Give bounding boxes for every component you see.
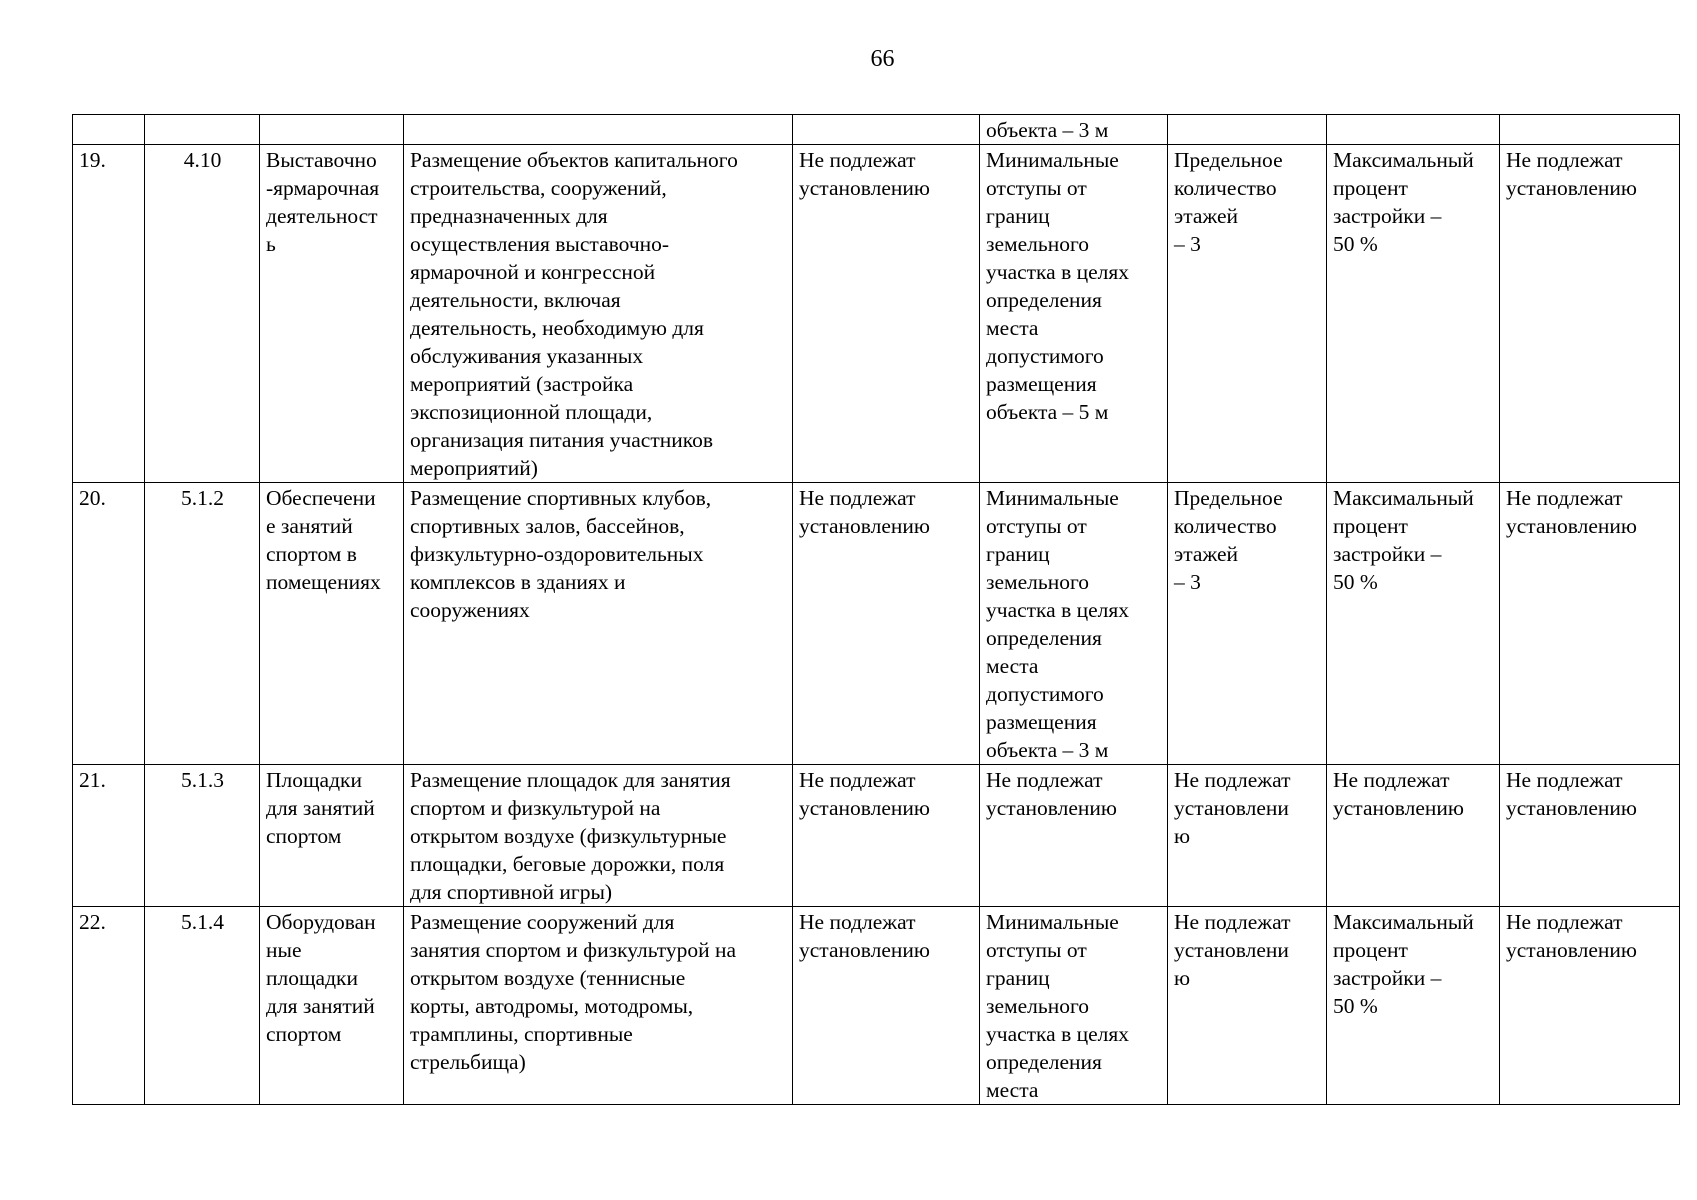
cell-num — [73, 115, 145, 145]
cell-floors: Предельное количество этажей – 3 — [1168, 145, 1327, 483]
cell-setbacks: объекта – 3 м — [980, 115, 1168, 145]
cell-description: Размещение сооружений для занятия спортом и физкультурой на открытом воздухе (теннисные корты, автодромы, мотодромы, трамплины, спортивные стрельбища) — [404, 907, 793, 1105]
cell-code — [145, 115, 260, 145]
cell-coverage: Максимальный процент застройки – 50 % — [1327, 483, 1500, 765]
cell-setbacks: Минимальные отступы от границ земельного участка в целях определения места — [980, 907, 1168, 1105]
cell-setbacks: Минимальные отступы от границ земельного участка в целях определения места допустимого размещения объекта – 5 м — [980, 145, 1168, 483]
cell-description: Размещение площадок для занятия спортом и физкультурой на открытом воздухе (физкультурные площадки, беговые дорожки, поля для спортивной игры) — [404, 765, 793, 907]
cell-name: Оборудован ные площадки для занятий спортом — [260, 907, 404, 1105]
cell-other: Не подлежат установлению — [1500, 907, 1680, 1105]
cell-area: Не подлежат установлению — [793, 483, 980, 765]
table-row — [73, 145, 1680, 483]
cell-name: Выставочно -ярмарочная деятельност ь — [260, 145, 404, 483]
cell-coverage: Максимальный процент застройки – 50 % — [1327, 145, 1500, 483]
table-row — [73, 483, 1680, 765]
cell-area — [793, 115, 980, 145]
cell-code: 5.1.4 — [145, 907, 260, 1105]
cell-name: Площадки для занятий спортом — [260, 765, 404, 907]
cell-other — [1500, 115, 1680, 145]
cell-other: Не подлежат установлению — [1500, 765, 1680, 907]
cell-description: Размещение спортивных клубов, спортивных залов, бассейнов, физкультурно-оздоровительных комплексов в зданиях и сооружениях — [404, 483, 793, 765]
cell-name: Обеспечени е занятий спортом в помещениях — [260, 483, 404, 765]
cell-coverage — [1327, 115, 1500, 145]
cell-area: Не подлежат установлению — [793, 765, 980, 907]
cell-other: Не подлежат установлению — [1500, 145, 1680, 483]
cell-setbacks: Минимальные отступы от границ земельного участка в целях определения места допустимого размещения объекта – 3 м — [980, 483, 1168, 765]
table-row — [73, 907, 1680, 1105]
cell-floors: Не подлежат установлени ю — [1168, 907, 1327, 1105]
cell-num: 22. — [73, 907, 145, 1105]
cell-other: Не подлежат установлению — [1500, 483, 1680, 765]
cell-code: 5.1.2 — [145, 483, 260, 765]
cell-area: Не подлежат установлению — [793, 145, 980, 483]
cell-description — [404, 115, 793, 145]
cell-coverage: Максимальный процент застройки – 50 % — [1327, 907, 1500, 1105]
cell-name — [260, 115, 404, 145]
cell-area: Не подлежат установлению — [793, 907, 980, 1105]
cell-code: 5.1.3 — [145, 765, 260, 907]
table-row — [73, 765, 1680, 907]
table-row-continuation — [73, 115, 1680, 145]
cell-code: 4.10 — [145, 145, 260, 483]
zoning-table — [72, 114, 1680, 1105]
cell-num: 19. — [73, 145, 145, 483]
cell-floors — [1168, 115, 1327, 145]
cell-description: Размещение объектов капитального строительства, сооружений, предназначенных для осуществления выставочно- ярмарочной и конгрессной деятельности, включая деятельность, необходимую для обслуживания указанных мероприятий (застройка экспозиционной площади, организация питания участников мероприятий) — [404, 145, 793, 483]
cell-num: 21. — [73, 765, 145, 907]
page-number: 66 — [870, 46, 895, 72]
cell-coverage: Не подлежат установлению — [1327, 765, 1500, 907]
cell-num: 20. — [73, 483, 145, 765]
cell-floors: Предельное количество этажей – 3 — [1168, 483, 1327, 765]
cell-setbacks: Не подлежат установлению — [980, 765, 1168, 907]
cell-floors: Не подлежат установлени ю — [1168, 765, 1327, 907]
